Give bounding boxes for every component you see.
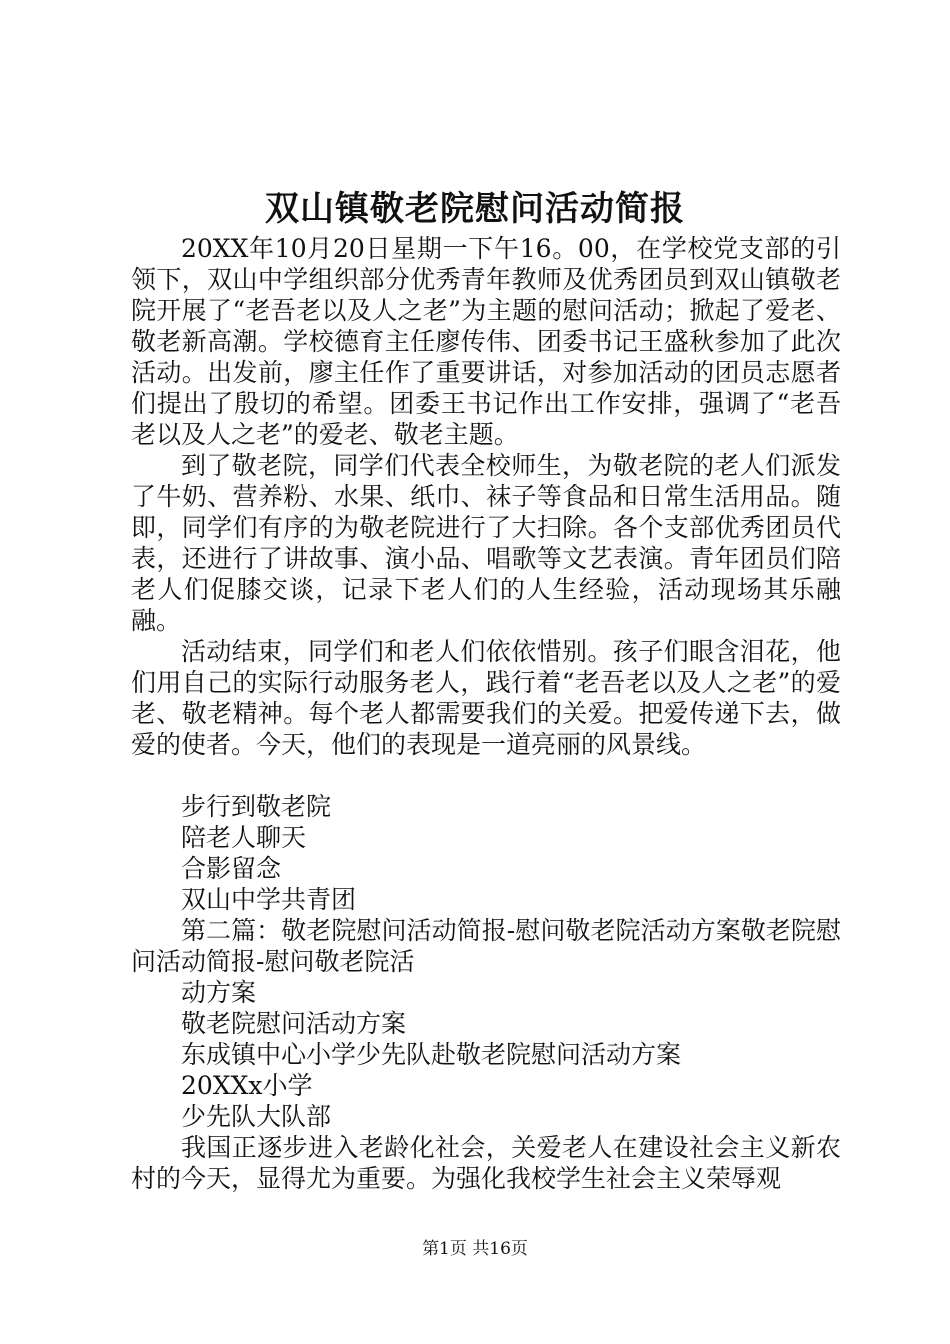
paragraph-2: 到了敬老院，同学们代表全校师生，为敬老院的老人们派发了牛奶、营养粉、水果、纸巾、袜子等食品和日常生活用品。随即，同学们有序的为敬老院进行了大扫除。各个支部优秀团员代表，还进行了讲故事、演小品、唱歌等文艺表演。青年团员们陪老人们促膝交谈，记录下老人们的人生经验，活动现场其乐融融。 — [131, 451, 841, 635]
blank-line — [131, 760, 841, 791]
final-paragraph: 我国正逐步进入老龄化社会，关爱老人在建设社会主义新农村的今天，显得尤为重要。为强化我校学生社会主义荣辱观 — [131, 1133, 841, 1193]
second-line-1: 动方案 — [181, 978, 257, 1007]
second-line-2: 敬老院慰问活动方案 — [181, 1009, 407, 1038]
document-title: 双山镇敬老院慰问活动简报 — [265, 189, 685, 229]
second-line-3: 东成镇中心小学少先队赴敬老院慰问活动方案 — [181, 1040, 682, 1069]
page-footer: 第1页 共16页 — [422, 1239, 528, 1259]
second-line-5: 少先队大队部 — [181, 1102, 332, 1131]
caption-walk: 步行到敬老院 — [181, 792, 332, 821]
caption-chat: 陪老人聊天 — [181, 823, 307, 852]
paragraph-1: 20XX年10月20日星期一下午16。00，在学校党支部的引领下，双山中学组织部分优秀青年教师及优秀团员到双山镇敬老院开展了“老吾老以及人之老”为主题的慰问活动；掀起了爱老、敬老新高潮。学校德育主任廖传伟、团委书记王盛秋参加了此次活动。出发前，廖主任作了重要讲话，对参加活动的团员志愿者们提出了殷切的希望。团委王书记作出工作安排，强调了“老吾老以及人之老”的爱老、敬老主题。 — [131, 234, 841, 449]
second-article-title: 第二篇：敬老院慰问活动简报-慰问敬老院活动方案敬老院慰问活动简报-慰问敬老院活 — [131, 916, 841, 976]
caption-org: 双山中学共青团 — [181, 885, 357, 914]
caption-photo: 合影留念 — [181, 854, 282, 883]
second-line-4: 20XXx小学 — [181, 1071, 313, 1100]
document-body — [131, 233, 841, 1194]
paragraph-3: 活动结束，同学们和老人们依依惜别。孩子们眼含泪花，他们用自己的实际行动服务老人，践行着“老吾老以及人之老”的爱老、敬老精神。每个老人都需要我们的关爱。把爱传递下去，做爱的使者。今天，他们的表现是一道亮丽的风景线。 — [131, 637, 841, 759]
